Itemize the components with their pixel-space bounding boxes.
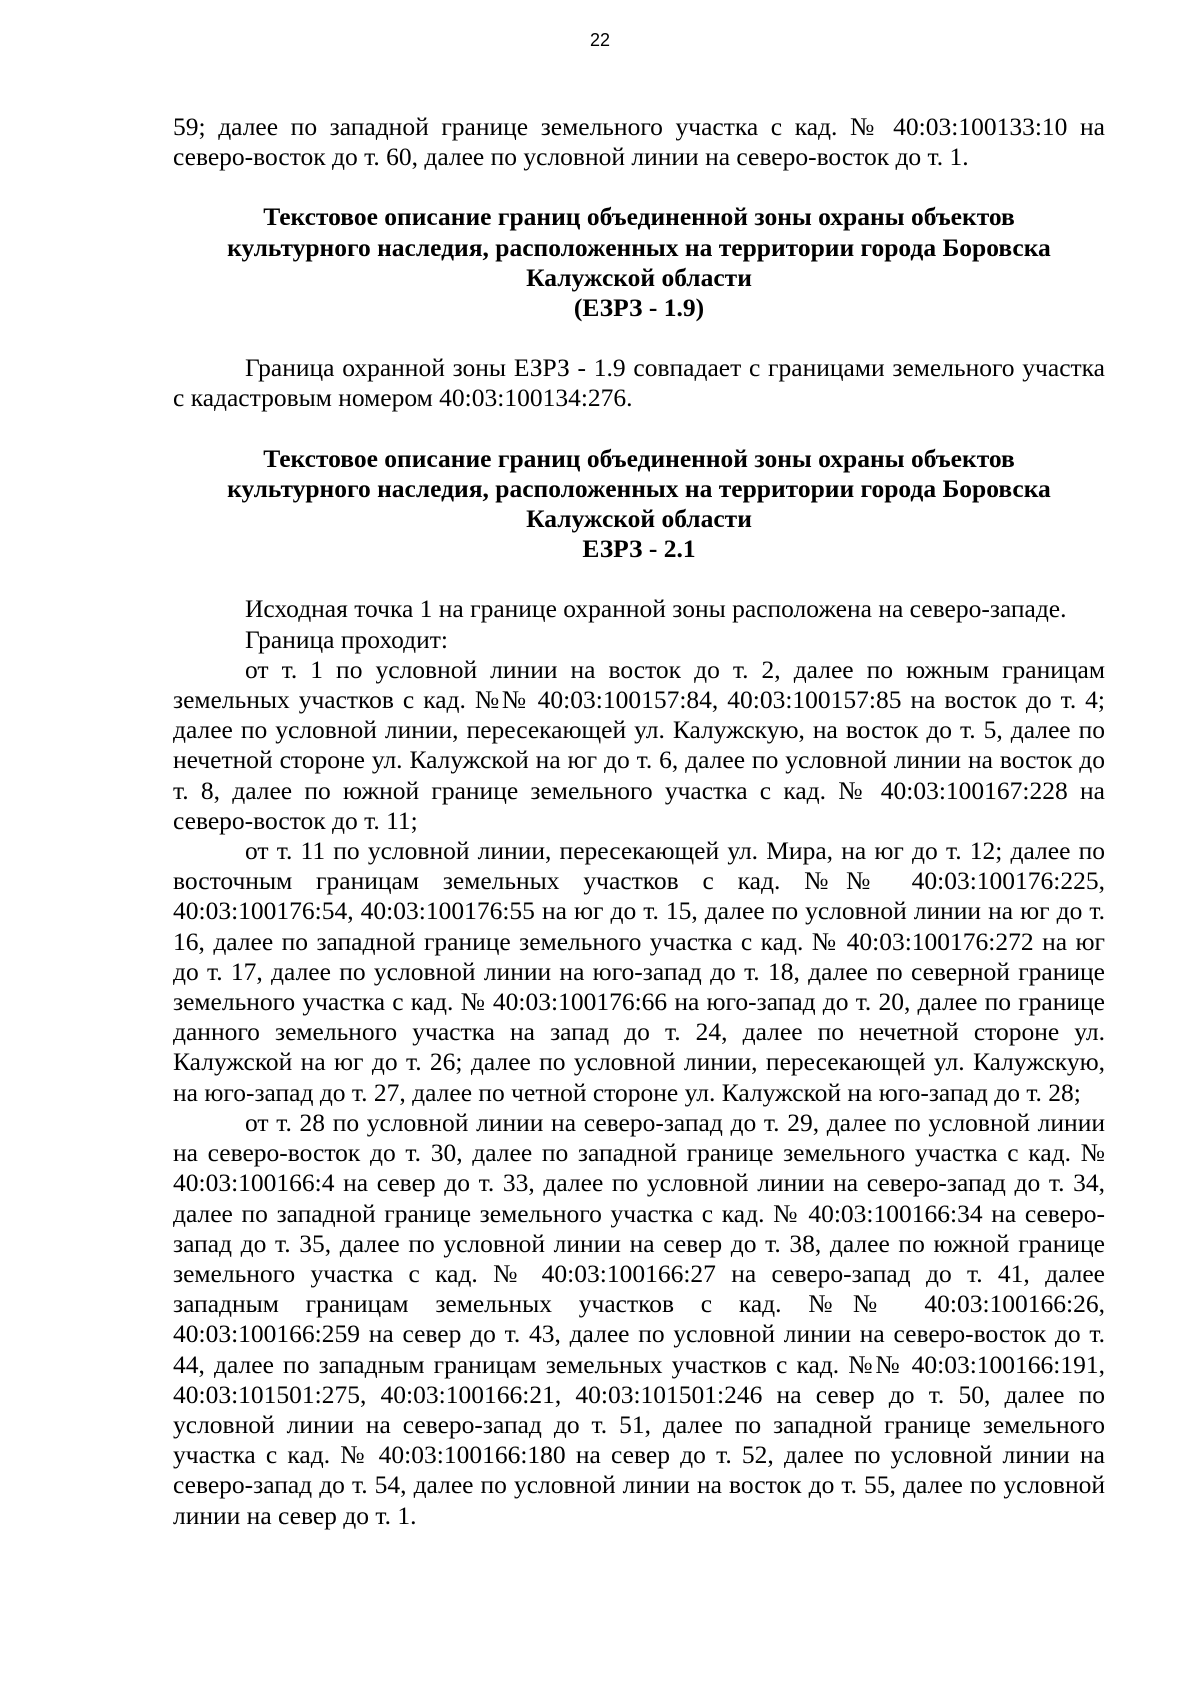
heading-line: Текстовое описание границ объединенной зоны охраны объектов (263, 443, 1015, 473)
heading-zone-code: ЕЗРЗ - 2.1 (582, 534, 696, 564)
section-heading-ezrz-2-1 (173, 444, 1105, 565)
heading-line: Калужской области (526, 262, 752, 292)
section-heading-ezrz-1-9 (173, 202, 1105, 323)
document-body (173, 112, 1105, 1531)
boundary-segment-paragraph: от т. 11 по условной линии, пересекающей ул. Мира, на юг до т. 12; далее по восточным границам земельных участков с кад. №№ 40:03:100176:225, 40:03:100176:54, 40:03:100176:55 на юг до т. 15, далее по условной линии на юг до т. 16, далее по западной границе земельного участка с кад. № 40:03:100176:272 на юг до т. 17, далее по условной линии на юго-запад до т. 18, далее по северной границе земельного участка с кад. № 40:03:100176:66 на юго-запад до т. 20, далее по границе данного земельного участка на запад до т. 24, далее по нечетной стороне ул. Калужской на юг до т. 26; далее по условной линии, пересекающей ул. Калужскую, на юго-запад до т. 27, далее по четной стороне ул. Калужской на юго-запад до т. 28; (173, 836, 1105, 1107)
heading-zone-code: (ЕЗРЗ - 1.9) (573, 293, 705, 323)
boundary-segment-paragraph: от т. 1 по условной линии на восток до т. 2, далее по южным границам земельных участков с кад. №№ 40:03:100157:84, 40:03:100157:85 на восток до т. 4; далее по условной линии, пересекающей ул. Калужскую, на восток до т. 5, далее по нечетной стороне ул. Калужской на юг до т. 6, далее по условной линии на восток до т. 8, далее по южной границе земельного участка с кад. № 40:03:100167:228 на северо-восток до т. 11; (173, 654, 1105, 835)
boundary-intro-paragraph: Граница проходит: (245, 624, 448, 654)
heading-line: культурного наследия, расположенных на территории города Боровска (227, 473, 1051, 503)
boundary-segment-paragraph: от т. 28 по условной линии на северо-запад до т. 29, далее по условной линии на северо-восток до т. 30, далее по западной границе земельного участка с кад. № 40:03:100166:4 на север до т. 33, далее по условной линии на северо-запад до т. 34, далее по западной границе земельного участка с кад. № 40:03:100166:34 на северо-запад до т. 35, далее по условной линии на север до т. 38, далее по южной границе земельного участка с кад. № 40:03:100166:27 на северо-запад до т. 41, далее западным границам земельных участков с кад. №№ 40:03:100166:26, 40:03:100166:259 на север до т. 43, далее по условной линии на северо-восток до т. 44, далее по западным границам земельных участков с кад. №№ 40:03:100166:191, 40:03:101501:275, 40:03:100166:21, 40:03:101501:246 на север до т. 50, далее по условной линии на северо-запад до т. 51, далее по западной границе земельного участка с кад. № 40:03:100166:180 на север до т. 52, далее по условной линии на северо-запад до т. 54, далее по условной линии на восток до т. 55, далее по условной линии на север до т. 1. (173, 1107, 1105, 1530)
heading-line: Калужской области (526, 504, 752, 534)
heading-line: культурного наследия, расположенных на территории города Боровска (227, 232, 1051, 262)
zone-1-9-description: Граница охранной зоны ЕЗРЗ - 1.9 совпадает с границами земельного участка с кадастровым номером 40:03:100134:276. (173, 353, 1105, 413)
start-point-paragraph: Исходная точка 1 на границе охранной зоны расположена на северо-западе. (245, 594, 1067, 624)
heading-line: Текстовое описание границ объединенной зоны охраны объектов (263, 202, 1015, 232)
continuation-paragraph: 59; далее по западной границе земельного участка с кад. № 40:03:100133:10 на северо-восток до т. 60, далее по условной линии на северо-восток до т. 1. (173, 112, 1105, 172)
page-number: 22 (589, 30, 611, 50)
